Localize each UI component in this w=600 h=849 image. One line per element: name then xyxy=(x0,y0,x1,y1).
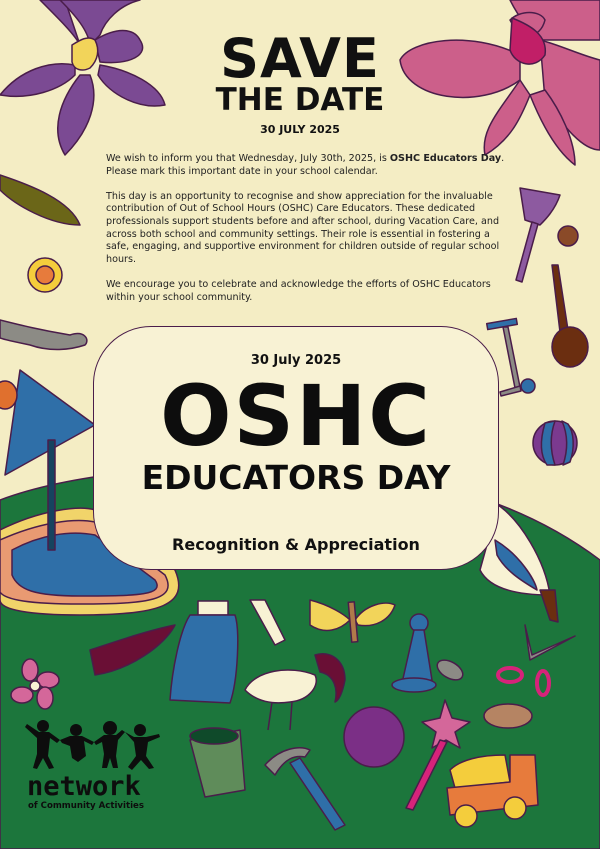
grub-icon xyxy=(484,704,532,728)
spoon-icon xyxy=(552,265,588,367)
save-title: SAVE xyxy=(220,27,380,90)
sun-flower-icon xyxy=(28,258,62,292)
card-title: OSHC xyxy=(160,367,432,465)
card-tagline: Recognition & Appreciation xyxy=(172,535,420,554)
paragraph-encouragement: We encourage you to celebrate and acknowledge the efforts of OSHC Educators within your school community. xyxy=(106,278,491,303)
card-subtitle: EDUCATORS DAY xyxy=(141,458,451,497)
the-date-title: THE DATE xyxy=(215,82,385,118)
ladybug-icon xyxy=(0,381,17,409)
purple-ball-icon xyxy=(344,707,404,767)
header-date: 30 JULY 2025 xyxy=(260,123,340,136)
body-text xyxy=(106,153,506,317)
logo-wordmark: network xyxy=(27,771,141,802)
cookie-icon xyxy=(558,226,578,246)
paragraph-description: This day is an opportunity to recognise and show appreciation for the invaluable contribution of Out of School Hours (OSHC) Care Educators. These dedicated professionals support students before and after school, during Vacation Care, and across both school and community settings. Their role is essential in fostering a safe, engaging, and supportive environment for children outside of regular school hours. xyxy=(106,190,500,265)
logo-subtitle: of Community Activities xyxy=(28,801,144,811)
card-date: 30 July 2025 xyxy=(250,353,342,368)
leaf-icon xyxy=(0,175,80,225)
striped-ball-icon xyxy=(533,421,577,465)
event-name-bold: OSHC Educators Day xyxy=(389,153,502,164)
paragraph-intro: We wish to inform you that Wednesday, July 30th, 2025, is OSHC Educators Day. Please mark this important date in your school calendar. xyxy=(106,153,505,177)
event-card xyxy=(93,326,499,570)
lizard-icon xyxy=(0,320,87,350)
